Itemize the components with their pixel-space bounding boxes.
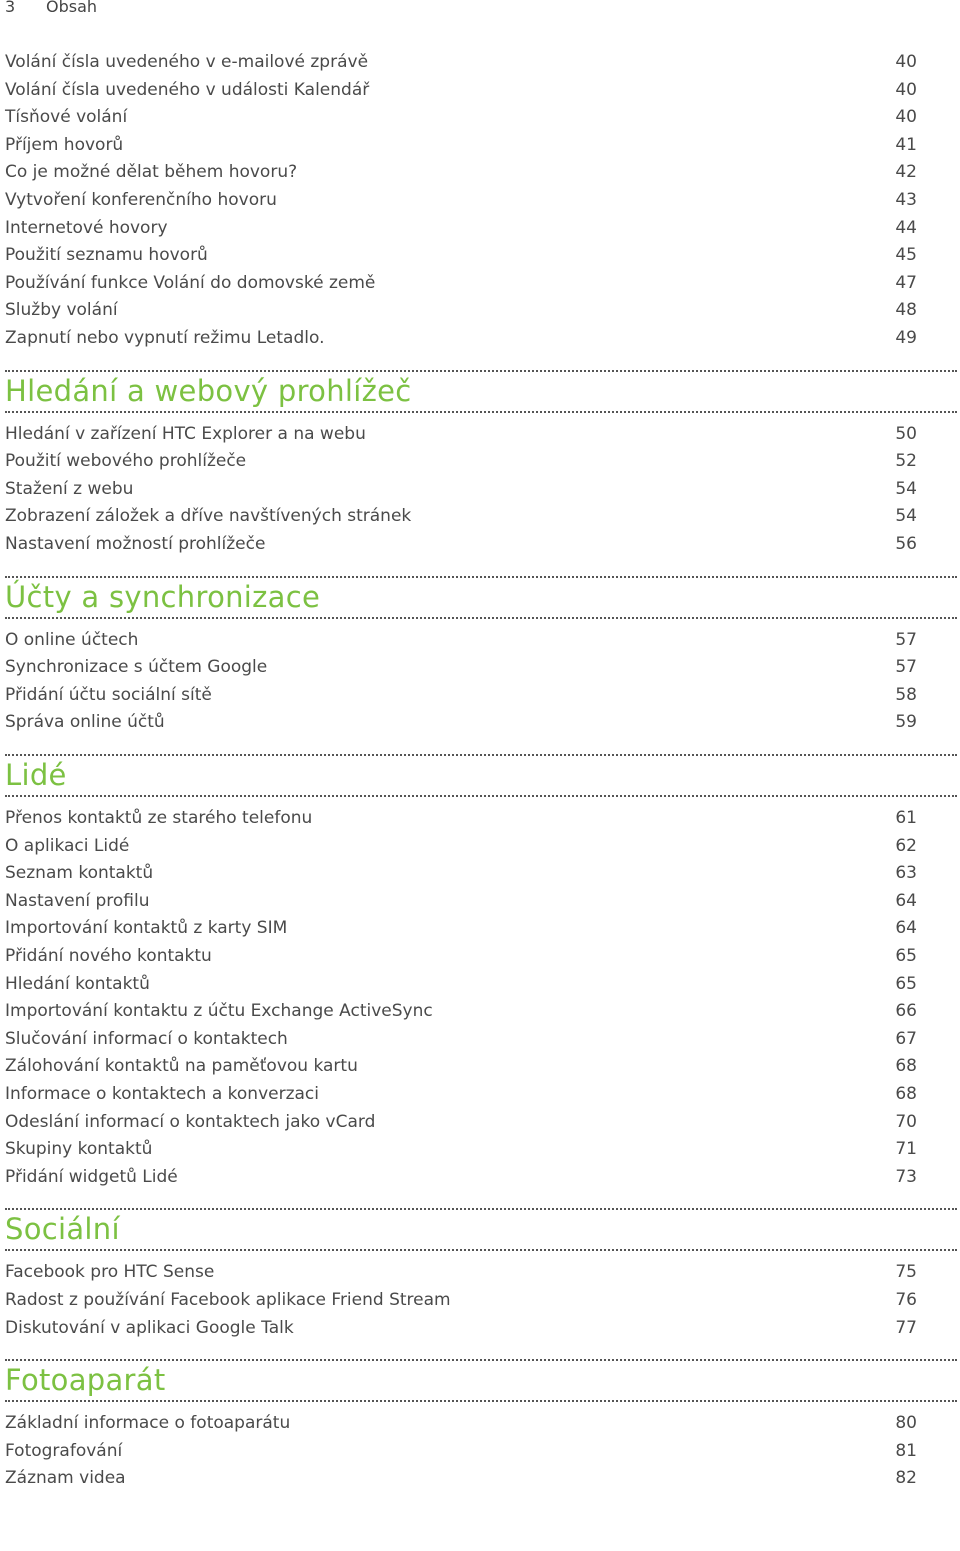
toc-entry-page: 73 [895, 1166, 917, 1187]
toc-entry-title: Přenos kontaktů ze starého telefonu [5, 808, 313, 828]
toc-entry[interactable] [5, 476, 917, 502]
toc-entry-page: 68 [895, 1084, 917, 1104]
toc-entry[interactable] [5, 448, 917, 474]
toc-entry-title: Tísňové volání [5, 107, 128, 128]
toc-entry-title: Facebook pro HTC Sense [5, 1262, 215, 1283]
toc-entry-title: O aplikaci Lidé [5, 835, 130, 856]
toc-entry-title: Volání čísla uvedeného v e-mailové zprávě [5, 52, 369, 72]
toc-entry-title: Skupiny kontaktů [5, 1139, 153, 1160]
toc-entry-page: 67 [895, 1028, 917, 1049]
dotted-divider [5, 1249, 957, 1251]
page-number: 3 [5, 0, 16, 16]
toc-entry-page: 71 [895, 1139, 917, 1160]
toc-entry[interactable] [5, 1164, 917, 1190]
toc-entry-page: 82 [895, 1468, 917, 1489]
toc-entry-page: 56 [895, 534, 917, 554]
toc-entry-page: 43 [895, 190, 917, 210]
toc-entry-title: Hledání kontaktů [5, 973, 150, 994]
section-heading: Fotoaparát [5, 1363, 166, 1398]
toc-entry-title: Slučování informací o kontaktech [5, 1028, 288, 1049]
toc-entry-title: Odeslání informací o kontaktech jako vCard [5, 1111, 376, 1132]
toc-entry-title: Zobrazení záložek a dříve navštívených stránek [5, 506, 412, 527]
toc-entry[interactable] [5, 915, 917, 941]
toc-entry[interactable] [5, 77, 917, 103]
toc-entry-title: Vytvoření konferenčního hovoru [5, 190, 277, 210]
toc-entry[interactable] [5, 242, 917, 268]
toc-entry-title: Fotografování [5, 1440, 123, 1461]
toc-entry-title: Záznam videa [5, 1468, 126, 1489]
toc-entry-title: Nastavení možností prohlížeče [5, 534, 266, 554]
toc-entry[interactable] [5, 1438, 917, 1464]
toc-entry[interactable] [5, 1465, 917, 1491]
toc-entry[interactable] [5, 104, 917, 130]
toc-entry[interactable] [5, 805, 917, 831]
toc-entry-page: 40 [895, 52, 917, 72]
toc-entry-title: Správa online účtů [5, 712, 165, 733]
toc-entry[interactable] [5, 627, 917, 653]
toc-entry-title: Hledání v zařízení HTC Explorer a na webu [5, 423, 366, 444]
toc-entry[interactable] [5, 1259, 917, 1285]
toc-entry[interactable] [5, 1287, 917, 1313]
toc-entry-page: 47 [895, 272, 917, 293]
toc-entry-title: Seznam kontaktů [5, 863, 154, 884]
toc-entry-title: Služby volání [5, 300, 118, 321]
header-title: Obsah [46, 0, 98, 16]
toc-entry-title: Importování kontaktů z karty SIM [5, 918, 288, 939]
dotted-divider [5, 795, 957, 797]
section-heading: Účty a synchronizace [5, 579, 321, 614]
toc-entry-page: 49 [895, 328, 917, 348]
toc-entry-title: Informace o kontaktech a konverzaci [5, 1084, 320, 1104]
toc-entry[interactable] [5, 503, 917, 529]
toc-entry-title: Příjem hovorů [5, 134, 124, 155]
toc-entry-title: Přidání widgetů Lidé [5, 1166, 178, 1187]
dotted-divider [5, 617, 957, 619]
toc-entry-page: 64 [895, 918, 917, 939]
toc-entry[interactable] [5, 1026, 917, 1052]
toc-entry-title: Základní informace o fotoaparátu [5, 1413, 291, 1434]
toc-entry[interactable] [5, 1315, 917, 1341]
toc-entry[interactable] [5, 654, 917, 680]
dotted-divider [5, 411, 957, 413]
toc-entry-title: Přidání nového kontaktu [5, 946, 212, 966]
toc-entry-title: Internetové hovory [5, 217, 168, 238]
toc-entry[interactable] [5, 187, 917, 213]
toc-entry-page: 65 [895, 946, 917, 966]
toc-entry[interactable] [5, 833, 917, 859]
toc-entry-page: 48 [895, 300, 917, 321]
toc-entry-title: Stažení z webu [5, 478, 134, 499]
toc-entry-page: 45 [895, 245, 917, 266]
toc-entry-title: Volání čísla uvedeného v události Kalendář [5, 79, 370, 100]
toc-entry-title: Importování kontaktu z účtu Exchange ActiveSync [5, 1001, 433, 1022]
toc-entry[interactable] [5, 297, 917, 323]
toc-entry[interactable] [5, 325, 917, 351]
toc-entry-title: Přidání účtu sociální sítě [5, 684, 212, 705]
toc-entry[interactable] [5, 888, 917, 914]
toc-entry-page: 41 [895, 134, 917, 155]
toc-entry-page: 40 [895, 79, 917, 100]
toc-entry[interactable] [5, 1410, 917, 1436]
toc-entry-title: Diskutování v aplikaci Google Talk [5, 1317, 294, 1338]
toc-entry-title: Použití seznamu hovorů [5, 245, 208, 266]
toc-entry[interactable] [5, 270, 917, 296]
toc-entry-title: Používání funkce Volání do domovské země [5, 272, 376, 293]
toc-entry-page: 54 [895, 506, 917, 527]
toc-entry-page: 57 [895, 657, 917, 678]
toc-entry-page: 61 [895, 808, 917, 828]
toc-entry-page: 62 [895, 835, 917, 856]
toc-entry-title: Zapnutí nebo vypnutí režimu Letadlo. [5, 328, 325, 348]
toc-entry-page: 80 [895, 1413, 917, 1434]
toc-entry[interactable] [5, 1109, 917, 1135]
toc-entry-title: Nastavení profilu [5, 890, 150, 911]
toc-entry[interactable] [5, 1136, 917, 1162]
toc-entry-page: 57 [895, 629, 917, 650]
toc-entry-page: 75 [895, 1262, 917, 1283]
section-heading: Lidé [5, 758, 67, 792]
section-heading: Hledání a webový prohlížeč [5, 373, 412, 408]
toc-entry-page: 54 [895, 478, 917, 499]
toc-entry[interactable] [5, 215, 917, 241]
toc-entry-page: 70 [895, 1111, 917, 1132]
toc-entry[interactable] [5, 971, 917, 997]
toc-entry-page: 40 [895, 107, 917, 128]
toc-entry[interactable] [5, 860, 917, 886]
section-heading: Sociální [5, 1212, 120, 1247]
toc-entry-page: 76 [895, 1290, 917, 1310]
toc-entry-title: Použití webového prohlížeče [5, 451, 247, 472]
toc-entry-page: 65 [895, 973, 917, 994]
toc-entry-page: 68 [895, 1056, 917, 1077]
toc-entry-page: 59 [895, 712, 917, 733]
toc-entry-title: O online účtech [5, 629, 139, 650]
dotted-divider [5, 1400, 957, 1402]
toc-entry[interactable] [5, 531, 917, 557]
toc-entry-page: 63 [895, 863, 917, 884]
toc-entry-page: 81 [895, 1440, 917, 1461]
toc-entry-title: Synchronizace s účtem Google [5, 657, 268, 678]
toc-entry-page: 77 [895, 1317, 917, 1338]
toc-entry[interactable] [5, 1081, 917, 1107]
dotted-divider [5, 1208, 957, 1210]
toc-entry-title: Radost z používání Facebook aplikace Friend Stream [5, 1290, 451, 1310]
toc-entry[interactable] [5, 421, 917, 447]
toc-entry-title: Zálohování kontaktů na paměťovou kartu [5, 1056, 358, 1077]
toc-entry[interactable] [5, 159, 917, 185]
toc-entry[interactable] [5, 998, 917, 1024]
toc-entry-page: 58 [895, 684, 917, 705]
toc-entry-page: 42 [895, 162, 917, 183]
toc-entry[interactable] [5, 709, 917, 735]
page-header [5, 0, 97, 16]
toc-entry[interactable] [5, 49, 917, 75]
toc-entry[interactable] [5, 1053, 917, 1079]
toc-entry-page: 64 [895, 890, 917, 911]
toc-entry-page: 66 [895, 1001, 917, 1022]
toc-entry[interactable] [5, 943, 917, 969]
toc-entry-title: Co je možné dělat během hovoru? [5, 162, 298, 183]
toc-entry-page: 44 [895, 217, 917, 238]
toc-entry-page: 50 [895, 423, 917, 444]
toc-entry[interactable] [5, 132, 917, 158]
toc-entry-page: 52 [895, 451, 917, 472]
dotted-divider [5, 754, 957, 756]
toc-entry[interactable] [5, 682, 917, 708]
